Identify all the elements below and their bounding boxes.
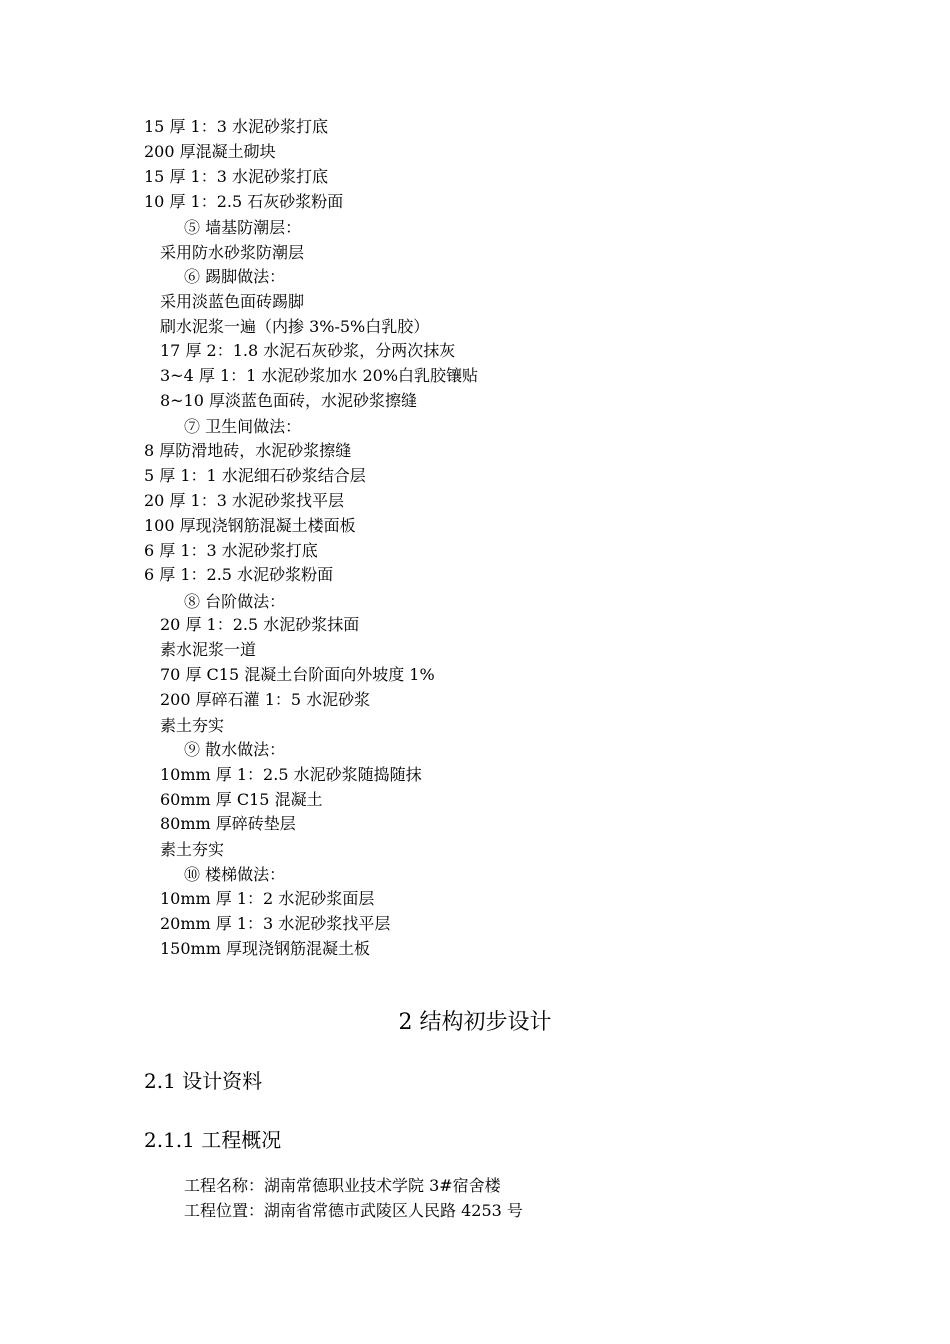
text-line: 素土夯实 xyxy=(160,840,225,859)
section-title: 2.1 设计资料 xyxy=(144,1069,263,1093)
text-line: 10mm 厚 1：2 水泥砂浆面层 xyxy=(160,889,375,908)
text-line: 10mm 厚 1：2.5 水泥砂浆随捣随抹 xyxy=(160,765,422,784)
text-line: 8~10 厚淡蓝色面砖，水泥砂浆擦缝 xyxy=(160,391,418,410)
text-line: 6 厚 1：3 水泥砂浆打底 xyxy=(144,541,318,560)
subsection-title: 2.1.1 工程概况 xyxy=(144,1128,282,1152)
text-line: 80mm 厚碎砖垫层 xyxy=(160,814,296,833)
text-line: 150mm 厚现浇钢筋混凝土板 xyxy=(160,939,370,958)
text-line: 采用淡蓝色面砖踢脚 xyxy=(160,292,305,311)
text-line: 5 厚 1：1 水泥细石砂浆结合层 xyxy=(144,466,366,485)
text-line: 3~4 厚 1：1 水泥砂浆加水 20%白乳胶镶贴 xyxy=(160,366,479,385)
text-line: 200 厚混凝土砌块 xyxy=(144,142,276,161)
text-line: 20 厚 1：2.5 水泥砂浆抹面 xyxy=(160,615,360,634)
text-line: 200 厚碎石灌 1：5 水泥砂浆 xyxy=(160,690,371,709)
item-heading: ⑤ 墙基防潮层： xyxy=(184,218,302,237)
text-line: 17 厚 2：1.8 水泥石灰砂浆，分两次抹灰 xyxy=(160,341,456,360)
text-line: 8 厚防滑地砖，水泥砂浆擦缝 xyxy=(144,441,352,460)
text-line: 采用防水砂浆防潮层 xyxy=(160,243,305,262)
item-heading: ⑥ 踢脚做法： xyxy=(184,267,286,286)
text-line: 60mm 厚 C15 混凝土 xyxy=(160,790,323,809)
text-line: 素水泥浆一道 xyxy=(160,640,257,659)
text-line: 10 厚 1：2.5 石灰砂浆粉面 xyxy=(144,192,344,211)
project-name: 工程名称：湖南常德职业技术学院 3#宿舍楼 xyxy=(184,1176,501,1195)
text-line: 70 厚 C15 混凝土台阶面向外坡度 1% xyxy=(160,665,435,684)
item-heading: ⑧ 台阶做法： xyxy=(184,592,286,611)
item-heading: ⑩ 楼梯做法： xyxy=(184,865,286,884)
text-line: 20 厚 1：3 水泥砂浆找平层 xyxy=(144,491,344,510)
text-line: 15 厚 1：3 水泥砂浆打底 xyxy=(144,117,328,136)
text-line: 素土夯实 xyxy=(160,716,225,735)
text-line: 6 厚 1：2.5 水泥砂浆粉面 xyxy=(144,565,334,584)
item-heading: ⑨ 散水做法： xyxy=(184,740,286,759)
text-line: 20mm 厚 1：3 水泥砂浆找平层 xyxy=(160,914,391,933)
chapter-title: 2 结构初步设计 xyxy=(398,1010,552,1035)
project-location: 工程位置：湖南省常德市武陵区人民路 4253 号 xyxy=(184,1201,523,1220)
item-heading: ⑦ 卫生间做法： xyxy=(184,417,302,436)
text-line: 刷水泥浆一遍（内掺 3%-5%白乳胶） xyxy=(160,317,430,336)
text-line: 100 厚现浇钢筋混凝土楼面板 xyxy=(144,516,356,535)
text-line: 15 厚 1：3 水泥砂浆打底 xyxy=(144,167,328,186)
